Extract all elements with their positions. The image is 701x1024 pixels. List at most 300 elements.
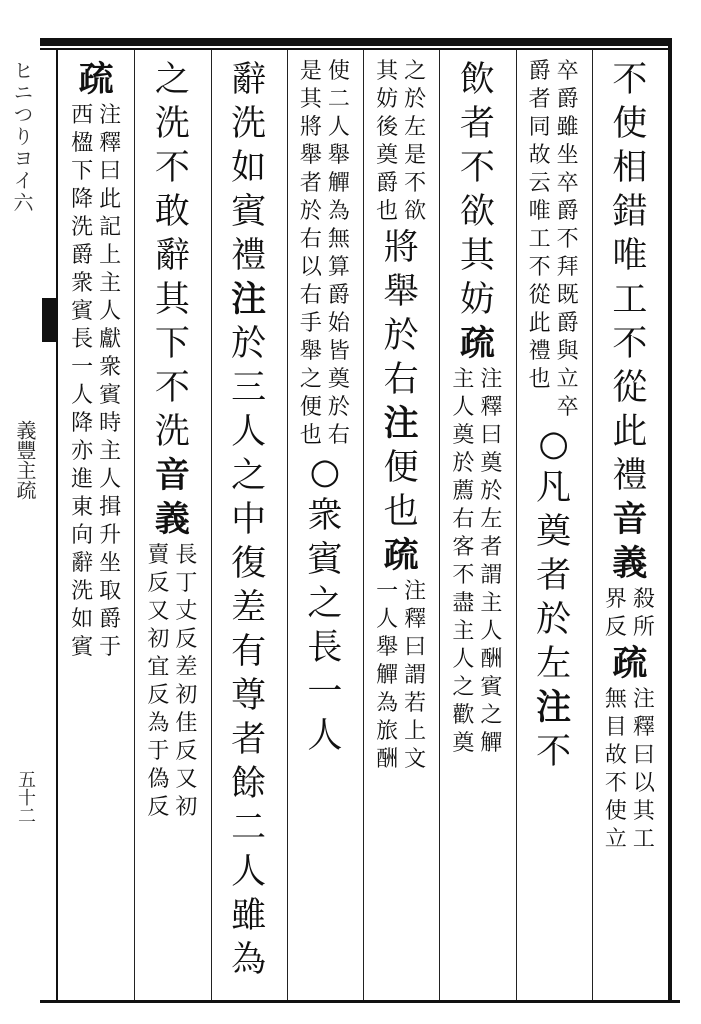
- column-divider: [363, 50, 364, 1000]
- main-char: 其: [459, 236, 495, 276]
- commentary-char: 者: [480, 535, 503, 560]
- commentary-char: 者: [299, 171, 322, 196]
- main-char: 二: [231, 808, 267, 848]
- commentary-left: [297, 58, 325, 450]
- commentary-char: 注: [404, 579, 427, 604]
- commentary-char: 賓: [71, 635, 94, 660]
- main-char: 敢: [154, 192, 190, 232]
- commentary-char: 爵: [556, 311, 579, 336]
- heading-char: 注: [231, 279, 267, 320]
- main-char: 雖: [231, 896, 267, 936]
- commentary-char: 如: [71, 607, 94, 632]
- commentary-char: 與: [556, 339, 579, 364]
- main-char: 唯: [612, 236, 648, 276]
- commentary-char: 爵: [71, 243, 94, 268]
- commentary-left: [602, 586, 630, 642]
- commentary-char: 人: [327, 115, 350, 140]
- main-char: 不: [154, 148, 190, 188]
- commentary-pair: [602, 686, 658, 854]
- commentary-char: 偽: [147, 767, 170, 792]
- main-char: 飲: [459, 60, 495, 100]
- main-char: ○: [309, 452, 341, 492]
- commentary-char: 反: [175, 739, 198, 764]
- commentary-char: 又: [147, 599, 170, 624]
- main-char: 欲: [459, 192, 495, 232]
- commentary-char: 一: [376, 579, 399, 604]
- commentary-char: 謂: [404, 663, 427, 688]
- main-char: 於: [383, 316, 419, 356]
- commentary-char: 奠: [376, 143, 399, 168]
- commentary-char: 二: [327, 87, 350, 112]
- commentary-char: 初: [175, 683, 198, 708]
- main-char: 辭: [154, 236, 190, 276]
- commentary-char: 主: [452, 619, 475, 644]
- commentary-right: [172, 542, 200, 822]
- commentary-char: 之: [404, 59, 427, 84]
- commentary-pair: [144, 542, 200, 822]
- commentary-char: 佳: [175, 711, 198, 736]
- main-char: 妨: [459, 280, 495, 320]
- commentary-char: 奠: [452, 731, 475, 756]
- commentary-char: 一: [71, 355, 94, 380]
- commentary-char: 初: [147, 627, 170, 652]
- commentary-char: 曰: [632, 743, 655, 768]
- commentary-char: 初: [175, 795, 198, 820]
- commentary-char: 若: [404, 691, 427, 716]
- commentary-char: 客: [452, 535, 475, 560]
- commentary-char: 云: [528, 171, 551, 196]
- commentary-char: 東: [71, 495, 94, 520]
- commentary-char: 釋: [480, 395, 503, 420]
- commentary-char: 卒: [556, 395, 579, 420]
- commentary-char: 為: [376, 691, 399, 716]
- commentary-char: 不: [556, 227, 579, 252]
- main-char: 賓: [231, 192, 267, 232]
- main-char: 人: [231, 852, 267, 892]
- main-char: 於: [231, 324, 267, 364]
- commentary-char: 所: [632, 615, 655, 640]
- commentary-char: 又: [175, 767, 198, 792]
- main-char: 從: [612, 368, 648, 408]
- commentary-right: [554, 58, 582, 422]
- main-char: 為: [231, 940, 267, 980]
- commentary-char: 為: [147, 711, 170, 736]
- commentary-char: 注: [480, 367, 503, 392]
- commentary-char: 主: [99, 439, 122, 464]
- top-border: [40, 38, 672, 46]
- main-char: 辭: [231, 60, 267, 100]
- commentary-char: 無: [604, 687, 627, 712]
- commentary-char: 故: [528, 143, 551, 168]
- commentary-char: 右: [299, 227, 322, 252]
- commentary-char: 此: [99, 187, 122, 212]
- commentary-left: [373, 58, 401, 226]
- commentary-char: 工: [528, 227, 551, 252]
- commentary-char: 立: [556, 367, 579, 392]
- commentary-char: 算: [327, 255, 350, 280]
- main-char: 禮: [231, 236, 267, 276]
- commentary-char: 也: [528, 367, 551, 392]
- column-divider: [516, 50, 517, 1000]
- commentary-char: 進: [71, 467, 94, 492]
- commentary-char: 坐: [99, 551, 122, 576]
- commentary-char: 使: [327, 59, 350, 84]
- main-char: 有: [231, 632, 267, 672]
- commentary-char: 既: [556, 283, 579, 308]
- commentary-char: 不: [528, 255, 551, 280]
- main-char: 不: [612, 60, 648, 100]
- main-char: 洗: [154, 412, 190, 452]
- text-column: [602, 58, 658, 854]
- commentary-char: 於: [452, 451, 475, 476]
- commentary-char: 曰: [404, 635, 427, 660]
- commentary-char: 亦: [71, 439, 94, 464]
- commentary-char: 降: [71, 411, 94, 436]
- commentary-char: 右: [327, 423, 350, 448]
- main-char: 凡: [536, 468, 572, 508]
- main-char: 之: [154, 60, 190, 100]
- commentary-char: 釋: [404, 607, 427, 632]
- text-column: [144, 58, 200, 822]
- commentary-char: 記: [99, 215, 122, 240]
- main-char: 如: [231, 148, 267, 188]
- main-char: 一: [307, 672, 343, 712]
- main-char: 人: [307, 716, 343, 756]
- commentary-char: 爵: [327, 283, 350, 308]
- commentary-char: 于: [147, 739, 170, 764]
- commentary-char: 故: [604, 743, 627, 768]
- commentary-char: 爵: [99, 607, 122, 632]
- fishtail-mark: [42, 298, 56, 342]
- commentary-char: 其: [632, 799, 655, 824]
- commentary-char: 反: [147, 683, 170, 708]
- main-char: 便: [383, 448, 419, 488]
- heading-char: 音: [154, 455, 190, 496]
- commentary-char: 于: [99, 635, 122, 660]
- main-char: 者: [231, 720, 267, 760]
- commentary-char: 是: [404, 143, 427, 168]
- commentary-char: 卒: [556, 171, 579, 196]
- commentary-char: 唯: [528, 199, 551, 224]
- commentary-char: 手: [299, 311, 322, 336]
- commentary-char: 妨: [376, 87, 399, 112]
- commentary-char: 時: [99, 411, 122, 436]
- commentary-pair: [373, 578, 429, 774]
- commentary-char: 主: [452, 367, 475, 392]
- main-char: 之: [231, 456, 267, 496]
- commentary-char: 坐: [556, 143, 579, 168]
- main-char: 洗: [154, 104, 190, 144]
- commentary-char: 酬: [480, 647, 503, 672]
- commentary-char: 皆: [327, 339, 350, 364]
- commentary-char: 賣: [147, 543, 170, 568]
- commentary-char: 是: [299, 59, 322, 84]
- commentary-char: 釋: [99, 131, 122, 156]
- text-column: [526, 58, 582, 774]
- column-divider: [287, 50, 288, 1000]
- commentary-pair: [373, 58, 429, 226]
- commentary-char: 於: [327, 395, 350, 420]
- commentary-char: 便: [299, 395, 322, 420]
- main-char: 於: [536, 600, 572, 640]
- commentary-char: 之: [480, 703, 503, 728]
- heading-char: 注: [383, 403, 419, 444]
- commentary-char: 左: [480, 507, 503, 532]
- commentary-char: 旅: [376, 719, 399, 744]
- commentary-char: 不: [452, 563, 475, 588]
- main-char: 使: [612, 104, 648, 144]
- heading-char: 疏: [459, 323, 495, 364]
- commentary-char: 反: [604, 615, 627, 640]
- main-char: ○: [538, 424, 569, 464]
- commentary-char: 始: [327, 311, 350, 336]
- margin-top-text: ヒニつりヨイ六: [10, 60, 34, 214]
- commentary-right: [477, 366, 505, 758]
- commentary-char: 舉: [327, 143, 350, 168]
- margin-book-title: 義豐主疏: [13, 420, 37, 500]
- right-border: [668, 38, 672, 1002]
- commentary-char: 宜: [147, 655, 170, 680]
- commentary-char: 觶: [376, 663, 399, 688]
- commentary-char: 薦: [452, 479, 475, 504]
- main-char: 相: [612, 148, 648, 188]
- commentary-char: 舉: [299, 143, 322, 168]
- main-char: 將: [383, 228, 419, 268]
- commentary-char: 主: [99, 271, 122, 296]
- commentary-char: 爵: [376, 171, 399, 196]
- commentary-char: 升: [99, 523, 122, 548]
- main-char: 錯: [612, 192, 648, 232]
- main-char: 中: [231, 500, 267, 540]
- commentary-char: 於: [480, 479, 503, 504]
- heading-char: 義: [154, 499, 190, 540]
- commentary-char: 不: [404, 171, 427, 196]
- main-char: 衆: [307, 496, 343, 536]
- commentary-char: 楹: [71, 131, 94, 156]
- commentary-char: 賓: [480, 675, 503, 700]
- commentary-char: 上: [404, 719, 427, 744]
- main-char: 三: [231, 368, 267, 408]
- commentary-char: 反: [147, 795, 170, 820]
- commentary-char: 人: [99, 299, 122, 324]
- commentary-pair: [449, 366, 505, 758]
- main-char: 尊: [231, 676, 267, 716]
- commentary-char: 左: [404, 115, 427, 140]
- commentary-char: 從: [528, 283, 551, 308]
- commentary-right: [630, 586, 658, 642]
- commentary-char: 衆: [71, 271, 94, 296]
- column-divider: [439, 50, 440, 1000]
- commentary-char: 其: [299, 87, 322, 112]
- commentary-char: 雖: [556, 115, 579, 140]
- text-column: [68, 58, 124, 662]
- commentary-char: 界: [604, 587, 627, 612]
- commentary-char: 觶: [480, 731, 503, 756]
- commentary-char: 奠: [327, 367, 350, 392]
- commentary-char: 人: [71, 383, 94, 408]
- commentary-char: 下: [71, 159, 94, 184]
- heading-char: 注: [536, 687, 572, 728]
- commentary-char: 文: [404, 747, 427, 772]
- commentary-char: 不: [604, 771, 627, 796]
- commentary-char: 以: [299, 255, 322, 280]
- commentary-char: 丁: [175, 571, 198, 596]
- commentary-char: 後: [376, 115, 399, 140]
- main-char: 者: [536, 556, 572, 596]
- commentary-char: 禮: [528, 339, 551, 364]
- commentary-char: 拜: [556, 255, 579, 280]
- commentary-pair: [526, 58, 582, 422]
- commentary-char: 工: [632, 827, 655, 852]
- text-column: [449, 58, 505, 758]
- commentary-left: [68, 102, 96, 662]
- commentary-char: 奠: [452, 423, 475, 448]
- commentary-char: 曰: [480, 423, 503, 448]
- column-divider: [134, 50, 135, 1000]
- commentary-right: [401, 58, 429, 226]
- commentary-char: 上: [99, 243, 122, 268]
- commentary-char: 反: [175, 627, 198, 652]
- commentary-char: 舉: [376, 635, 399, 660]
- commentary-char: 右: [299, 283, 322, 308]
- column-divider: [592, 50, 593, 1000]
- commentary-char: 爵: [556, 199, 579, 224]
- main-char: 工: [612, 280, 648, 320]
- commentary-char: 辭: [71, 551, 94, 576]
- commentary-char: 取: [99, 579, 122, 604]
- main-char: 不: [459, 148, 495, 188]
- commentary-char: 獻: [99, 327, 122, 352]
- main-char: 左: [536, 644, 572, 684]
- commentary-char: 同: [528, 115, 551, 140]
- main-char: 禮: [612, 456, 648, 496]
- heading-char: 疏: [78, 59, 114, 100]
- main-char: 不: [154, 368, 190, 408]
- commentary-char: 衆: [99, 355, 122, 380]
- commentary-char: 賓: [71, 299, 94, 324]
- commentary-char: 向: [71, 523, 94, 548]
- commentary-char: 之: [452, 675, 475, 700]
- main-char: 之: [307, 584, 343, 624]
- commentary-char: 無: [327, 227, 350, 252]
- commentary-char: 長: [175, 543, 198, 568]
- commentary-char: 欲: [404, 199, 427, 224]
- commentary-char: 觶: [327, 171, 350, 196]
- commentary-char: 以: [632, 771, 655, 796]
- commentary-pair: [68, 102, 124, 662]
- commentary-char: 者: [528, 87, 551, 112]
- commentary-char: 為: [327, 199, 350, 224]
- commentary-char: 此: [528, 311, 551, 336]
- commentary-left: [144, 542, 172, 822]
- commentary-char: 右: [452, 507, 475, 532]
- commentary-char: 注: [632, 687, 655, 712]
- text-column: [297, 58, 353, 758]
- commentary-char: 注: [99, 103, 122, 128]
- commentary-char: 丈: [175, 599, 198, 624]
- commentary-char: 主: [480, 591, 503, 616]
- main-char: 復: [231, 544, 267, 584]
- main-char: 不: [536, 732, 572, 772]
- main-char: 人: [231, 412, 267, 452]
- commentary-pair: [602, 586, 658, 642]
- commentary-char: 殺: [632, 587, 655, 612]
- text-column: [221, 58, 277, 982]
- commentary-char: 賓: [99, 383, 122, 408]
- commentary-char: 目: [604, 715, 627, 740]
- main-char: 也: [383, 492, 419, 532]
- commentary-char: 長: [71, 327, 94, 352]
- main-char: 差: [231, 588, 267, 628]
- commentary-char: 西: [71, 103, 94, 128]
- column-divider: [211, 50, 212, 1000]
- heading-char: 疏: [612, 643, 648, 684]
- commentary-char: 人: [452, 395, 475, 420]
- commentary-char: 舉: [299, 339, 322, 364]
- main-char: 右: [383, 360, 419, 400]
- commentary-char: 人: [99, 467, 122, 492]
- main-char: 餘: [231, 764, 267, 804]
- main-char: 舉: [383, 272, 419, 312]
- commentary-left: [373, 578, 401, 774]
- main-char: 奠: [536, 512, 572, 552]
- commentary-left: [449, 366, 477, 758]
- commentary-right: [401, 578, 429, 774]
- commentary-char: 人: [452, 647, 475, 672]
- commentary-char: 其: [376, 59, 399, 84]
- commentary-right: [630, 686, 658, 854]
- commentary-char: 酬: [376, 747, 399, 772]
- commentary-char: 差: [175, 655, 198, 680]
- commentary-char: 歡: [452, 703, 475, 728]
- main-char: 其: [154, 280, 190, 320]
- commentary-char: 反: [147, 571, 170, 596]
- commentary-char: 爵: [556, 87, 579, 112]
- commentary-char: 使: [604, 799, 627, 824]
- main-char: 賓: [307, 540, 343, 580]
- main-char: 長: [307, 628, 343, 668]
- main-char: 洗: [231, 104, 267, 144]
- commentary-char: 卒: [556, 59, 579, 84]
- margin-page-number: 五十二: [15, 770, 36, 824]
- heading-char: 義: [612, 543, 648, 584]
- heading-char: 音: [612, 499, 648, 540]
- commentary-char: 將: [299, 115, 322, 140]
- commentary-char: 於: [299, 199, 322, 224]
- main-char: 下: [154, 324, 190, 364]
- commentary-pair: [297, 58, 353, 450]
- commentary-char: 之: [299, 367, 322, 392]
- commentary-char: 爵: [528, 59, 551, 84]
- heading-char: 疏: [383, 535, 419, 576]
- main-char: 者: [459, 104, 495, 144]
- commentary-char: 盡: [452, 591, 475, 616]
- commentary-char: 洗: [71, 215, 94, 240]
- bottom-border: [40, 1000, 680, 1003]
- commentary-char: 釋: [632, 715, 655, 740]
- commentary-char: 人: [376, 607, 399, 632]
- commentary-left: [602, 686, 630, 854]
- commentary-char: 謂: [480, 563, 503, 588]
- commentary-char: 洗: [71, 579, 94, 604]
- commentary-char: 人: [480, 619, 503, 644]
- commentary-char: 立: [604, 827, 627, 852]
- commentary-char: 揖: [99, 495, 122, 520]
- commentary-char: 奠: [480, 451, 503, 476]
- commentary-left: [526, 58, 554, 422]
- left-border: [56, 48, 58, 1002]
- text-column: [373, 58, 429, 774]
